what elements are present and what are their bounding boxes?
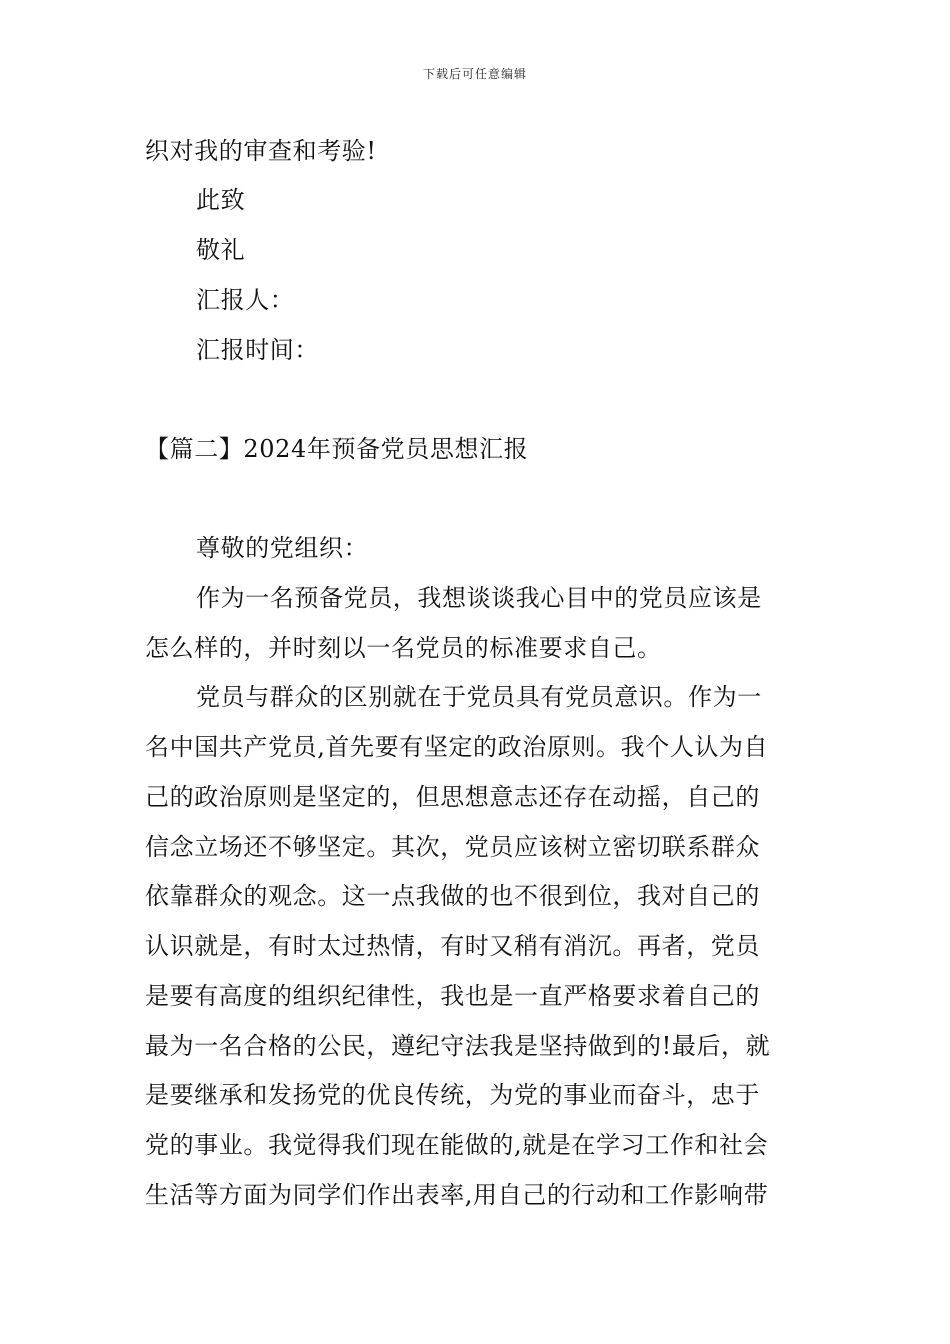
reporter-line: 汇报人： xyxy=(196,286,295,314)
report-time-line: 汇报时间： xyxy=(196,336,319,364)
salutation-line-2: 敬礼 xyxy=(196,236,246,264)
body-line: 怎么样的，并时刻以一名党员的标准要求自己。 xyxy=(145,634,662,662)
section-heading: 【篇二】2024年预备党员思想汇报 xyxy=(145,435,529,463)
body-line: 最为一名合格的公民，遵纪守法我是坚持做到的!最后，就 xyxy=(145,1032,771,1060)
body-line: 认识就是，有时太过热情，有时又稍有消沉。再者，党员 xyxy=(145,932,760,960)
body-line: 生活等方面为同学们作出表率,用自己的行动和工作影响带 xyxy=(145,1181,769,1209)
body-line: 是要有高度的组织纪律性，我也是一直严格要求着自己的 xyxy=(145,982,760,1010)
greeting-line: 尊敬的党组织： xyxy=(196,534,369,562)
body-line: 信念立场还不够坚定。其次，党员应该树立密切联系群众 xyxy=(145,833,760,861)
body-line: 是要继承和发扬党的优良传统，为党的事业而奋斗，忠于 xyxy=(145,1081,760,1109)
body-line: 依靠群众的观念。这一点我做的也不很到位，我对自己的 xyxy=(145,882,760,910)
salutation-line-1: 此致 xyxy=(196,186,246,214)
carryover-line: 织对我的审查和考验! xyxy=(145,137,377,165)
body-line: 名中国共产党员,首先要有坚定的政治原则。我个人认为自 xyxy=(145,733,769,761)
body-line: 党员与群众的区别就在于党员具有党员意识。作为一 xyxy=(196,683,762,711)
body-line: 己的政治原则是坚定的，但思想意志还存在动摇，自己的 xyxy=(145,783,760,811)
body-line: 作为一名预备党员，我想谈谈我心目中的党员应该是 xyxy=(196,584,762,612)
header-note: 下载后可任意编辑 xyxy=(422,67,527,81)
body-line: 党的事业。我觉得我们现在能做的,就是在学习工作和社会 xyxy=(145,1131,769,1159)
